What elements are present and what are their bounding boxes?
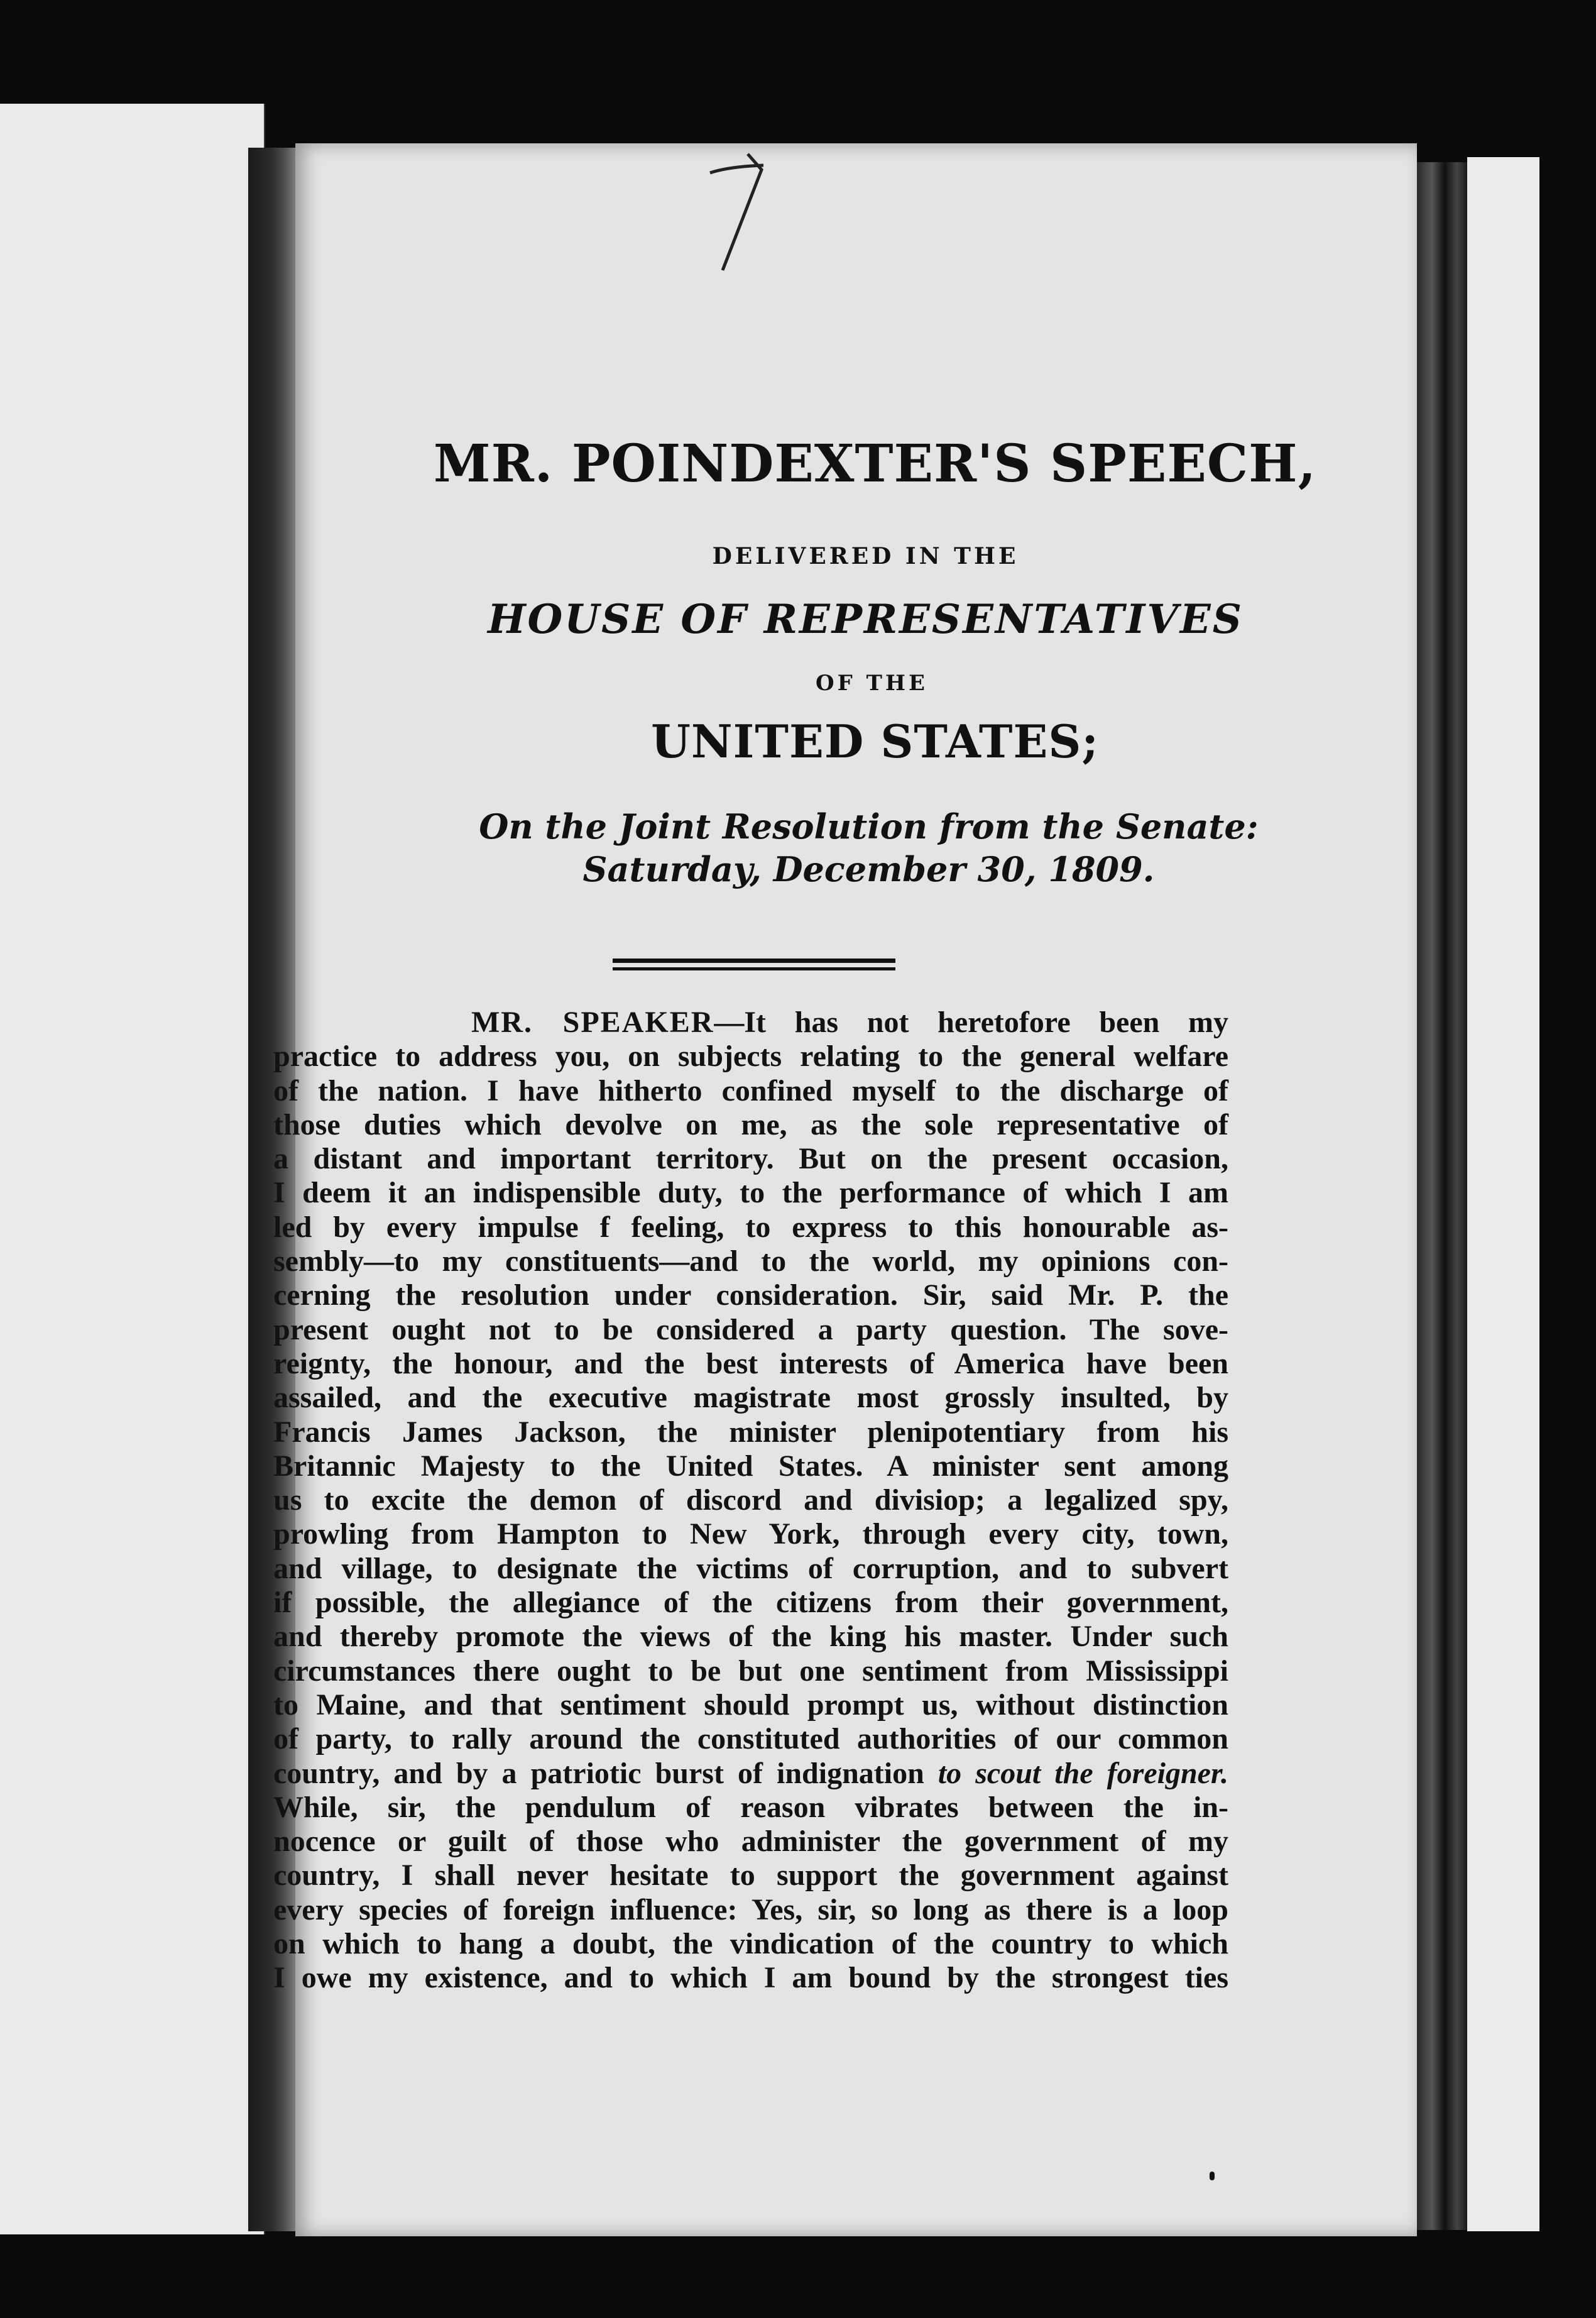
country-line: UNITED STATES; (651, 715, 1099, 768)
italic-phrase: to scout the foreigner. (937, 1756, 1228, 1790)
of-the-line: OF THE (816, 671, 928, 696)
body-line: practice to address you, on subjects relating to the general welfare (273, 1040, 1228, 1074)
title-block (295, 409, 1417, 891)
body-line: While, sir, the pendulum of reason vibrates between the in- (273, 1790, 1228, 1824)
handwritten-folio-mark (704, 148, 773, 273)
body-line: I owe my existence, and to which I am bound by the strongest ties (273, 1961, 1228, 1995)
body-line: country, I shall never hesitate to support the government against (273, 1859, 1228, 1892)
facing-left-page (0, 104, 265, 2234)
body-line: of party, to rally around the constituted authorities of our common (273, 1722, 1228, 1756)
body-line: sembly—to my constituents—and to the world, my opinions con- (273, 1244, 1228, 1278)
body-line: nocence or guilt of those who administer the government of my (273, 1825, 1228, 1859)
body-line: us to excite the demon of discord and divisiop; a legalized spy, (273, 1483, 1228, 1517)
body-line: Francis James Jackson, the minister plenipotentiary from his (273, 1415, 1228, 1449)
page-edge (1417, 162, 1467, 2230)
body-line: on which to hang a doubt, the vindication of the country to which (273, 1927, 1228, 1961)
body-line: those duties which devolve on me, as the sole representative of (273, 1107, 1228, 1141)
body-line: and thereby promote the views of the king his master. Under such (273, 1620, 1228, 1654)
body-line: if possible, the allegiance of the citizens from their government, (273, 1586, 1228, 1620)
delivered-in-line: DELIVERED IN THE (712, 543, 1019, 569)
body-line: MR. SPEAKER—It has not heretofore been my (471, 1006, 1228, 1039)
body-line: of the nation. I have hitherto confined myself to the discharge of (273, 1074, 1228, 1107)
body-line: present ought not to be considered a party question. The sove- (273, 1312, 1228, 1346)
facing-right-strip (1467, 157, 1539, 2231)
body-line: a distant and important territory. But on the present occasion, (273, 1142, 1228, 1176)
house-line: HOUSE OF REPRESENTATIVES (488, 596, 1243, 643)
body-line: to Maine, and that sentiment should prompt us, without distinction (273, 1688, 1228, 1722)
body-line: every species of foreign influence: Yes, sir, so long as there is a loop (273, 1892, 1228, 1926)
speech-title: MR. POINDEXTER'S SPEECH, (433, 434, 1317, 494)
body-line: country, and by a patriotic burst of indignation to scout the foreigner. (273, 1756, 1228, 1790)
occasion-line-1: On the Joint Resolution from the Senate: (479, 806, 1259, 847)
speaker-address: MR. SPEAKER (471, 1006, 714, 1039)
body-line: cerning the resolution under consideration. Sir, said Mr. P. the (273, 1278, 1228, 1312)
occasion-line-2: Saturday, December 30, 1809. (582, 849, 1155, 889)
double-rule-divider (613, 959, 895, 972)
body-line: prowling from Hampton to New York, through every city, town, (273, 1517, 1228, 1551)
ink-speck (1210, 2172, 1215, 2180)
body-line: led by every impulse f feeling, to express to this honourable as- (273, 1210, 1228, 1244)
body-line: assailed, and the executive magistrate most grossly insulted, by (273, 1381, 1228, 1415)
body-line: reignty, the honour, and the best interests of America have been (273, 1346, 1228, 1380)
body-line: Britannic Majesty to the United States. A minister sent among (273, 1449, 1228, 1483)
speech-body (273, 1006, 1228, 1996)
occasion-text (320, 806, 1417, 891)
body-line: and village, to designate the victims of corruption, and to subvert (273, 1551, 1228, 1585)
body-line: circumstances there ought to be but one sentiment from Mississippi (273, 1654, 1228, 1688)
body-line: I deem it an indispensible duty, to the performance of which I am (273, 1176, 1228, 1210)
